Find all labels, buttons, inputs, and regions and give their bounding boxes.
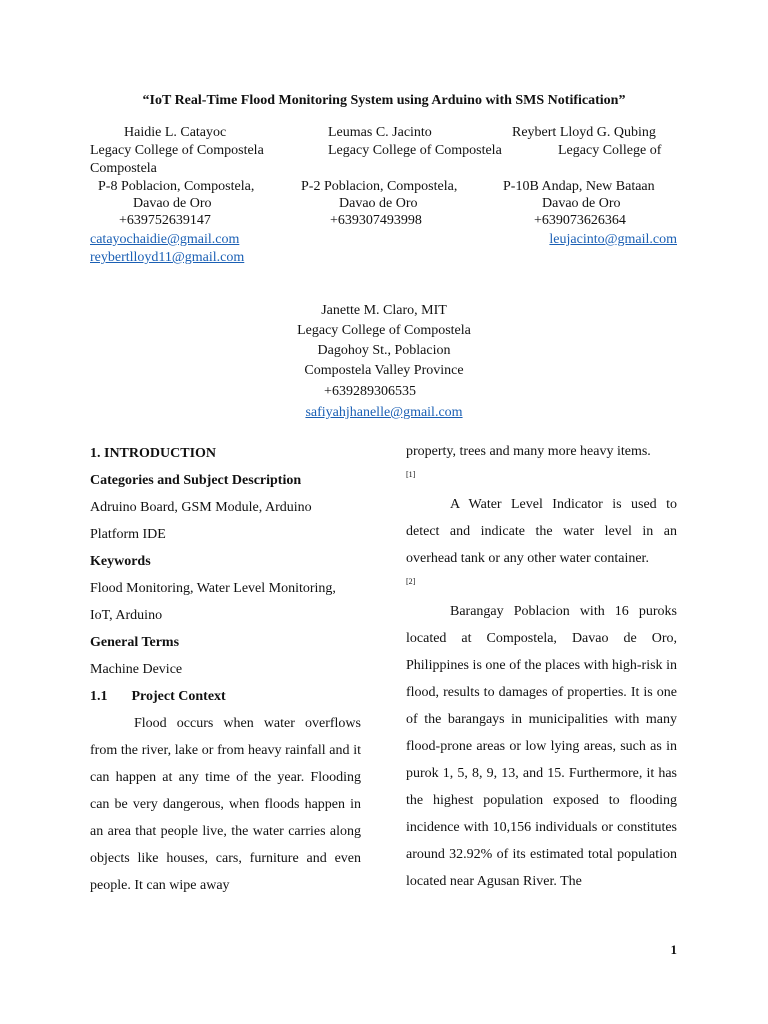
categories-text: Adruino Board, GSM Module, Arduino Platform IDE <box>90 500 312 542</box>
general-terms-heading: General Terms <box>90 635 180 650</box>
author-affiliation-cont: Compostela <box>90 161 157 176</box>
author-name-1: Haidie L. Catayoc <box>124 125 227 140</box>
right-paragraph-2: A Water Level Indicator is used to detect and indicate the water level in an overhead tank or any other water container. <box>406 497 677 566</box>
advisor-phone: +639289306535 <box>324 384 416 399</box>
author-phone-3: +639073626364 <box>534 213 626 228</box>
right-paragraph-1: property, trees and many more heavy items. <box>406 444 651 459</box>
reference-1: [1] <box>406 470 416 479</box>
author-region-3: Davao de Oro <box>542 196 621 211</box>
author-email-2[interactable]: leujacinto@gmail.com <box>549 232 677 247</box>
right-paragraph-3: Barangay Poblacion with 16 puroks located at Compostela, Davao de Oro, Philippines is one of the places with high-risk in flood, results to damages of properties. It is one of the barangays in municipalities with many flood-prone areas or low lying areas, such as in purok 1, 5, 8, 9, 13, and 15. Furthermore, it has the highest population exposed to flooding incidence with 10,156 individuals or constitutes around 32.92% of its estimated total population located near Agusan River. The <box>406 604 677 889</box>
author-name-3: Reybert Lloyd G. Qubing <box>512 125 656 140</box>
author-phone-1: +639752639147 <box>119 213 211 228</box>
author-phone-2: +639307493998 <box>330 213 422 228</box>
author-region-2: Davao de Oro <box>339 196 418 211</box>
advisor-name: Janette M. Claro, MIT <box>321 303 447 318</box>
general-terms-text: Machine Device <box>90 662 183 677</box>
section-heading <box>90 683 361 710</box>
author-email-3[interactable]: reybertlloyd11@gmail.com <box>90 250 245 265</box>
reference-2: [2] <box>406 577 416 586</box>
page-number: 1 <box>670 942 677 957</box>
author-email-1[interactable]: catayochaidie@gmail.com <box>90 232 240 247</box>
advisor-affiliation: Legacy College of Compostela <box>297 323 471 338</box>
author-address-1: P-8 Poblacion, Compostela, <box>98 179 255 194</box>
advisor-street: Dagohoy St., Poblacion <box>317 343 451 358</box>
project-context-paragraph: Flood occurs when water overflows from the river, lake or from heavy rainfall and it can happen at any time of the year. Flooding can be very dangerous, when floods happen in an area that people live, the water carries along objects like houses, cars, furniture and even people. It can wipe away <box>90 716 361 893</box>
author-affiliation-2: Legacy College of Compostela <box>328 143 502 158</box>
author-region-1: Davao de Oro <box>133 196 212 211</box>
author-affiliation-1: Legacy College of Compostela <box>90 143 264 158</box>
author-name-2: Leumas C. Jacinto <box>328 125 432 140</box>
left-column <box>90 440 361 899</box>
author-address-2: P-2 Poblacion, Compostela, <box>301 179 458 194</box>
section-title: Project Context <box>131 689 226 704</box>
advisor-email[interactable]: safiyahjhanelle@gmail.com <box>305 405 463 420</box>
keywords-text: Flood Monitoring, Water Level Monitoring, IoT, Arduino <box>90 581 336 623</box>
categories-heading: Categories and Subject Description <box>90 473 302 488</box>
paper-title: “IoT Real-Time Flood Monitoring System using Arduino with SMS Notification” <box>142 93 626 108</box>
right-column <box>406 438 677 895</box>
keywords-heading: Keywords <box>90 554 151 569</box>
author-affiliation-3: Legacy College of <box>558 143 662 158</box>
section-number: 1.1 <box>90 689 108 704</box>
introduction-heading: 1. INTRODUCTION <box>90 446 217 461</box>
author-address-3: P-10B Andap, New Bataan <box>503 179 655 194</box>
advisor-province: Compostela Valley Province <box>304 363 464 378</box>
